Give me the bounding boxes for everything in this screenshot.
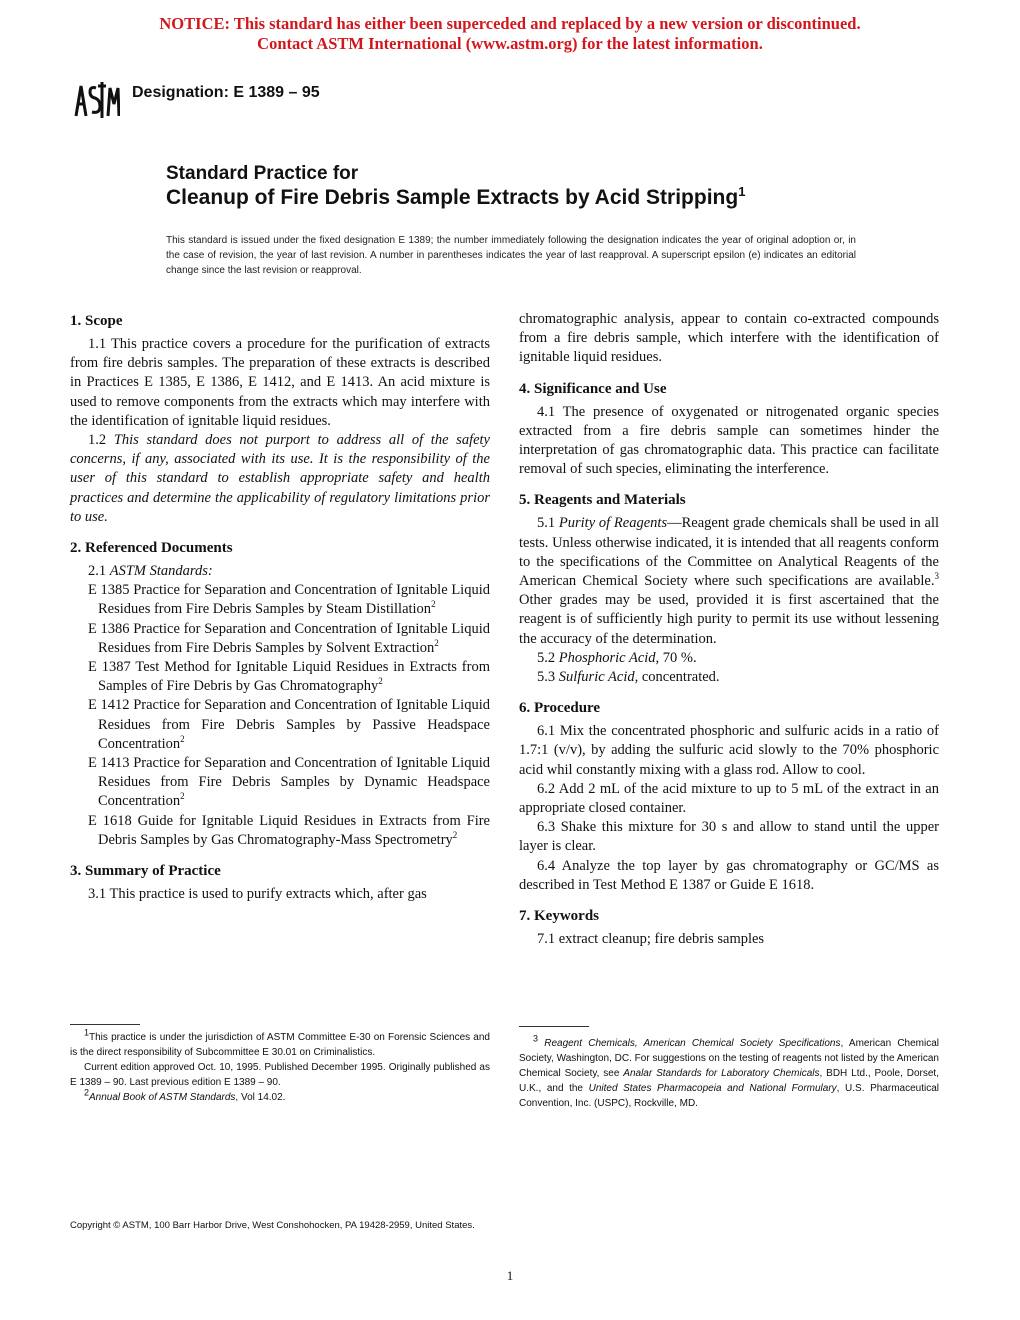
ref-text: E 1387 Test Method for Ignitable Liquid Residues in Extracts from Samples of Fire Debris by Gas Chromatography — [88, 659, 490, 695]
footnotes-left — [70, 1027, 490, 1105]
ref-mark: 2 — [180, 791, 185, 802]
footnote-2 — [70, 1087, 490, 1105]
heading-keywords: 7. Keywords — [519, 908, 599, 925]
footnote-2-italic: Annual Book of ASTM Standards — [89, 1092, 236, 1103]
ref-text: E 1618 Guide for Ignitable Liquid Residues in Extracts from Fire Debris Samples by Gas Chromatography-Mass Spectrometry — [88, 812, 490, 848]
para-1-2-text: This standard does not purport to address all of the safety concerns, if any, associated with its use. It is the responsibility of the user of this standard to establish appropriate safety and health practices and determine the applicability of regulatory limitations prior to use. — [70, 432, 490, 525]
footnote-1-mark: 1 — [84, 1027, 90, 1038]
ref-mark: 2 — [434, 638, 439, 649]
footnote-rule-left — [70, 1024, 140, 1025]
footnote-rule-right — [519, 1026, 589, 1027]
ref-e1412 — [70, 696, 490, 754]
ref-e1385 — [70, 581, 490, 619]
title-main: Cleanup of Fire Debris Sample Extracts by Acid Stripping — [166, 186, 739, 209]
footnote-3-text-2: , BDH Ltd., Poole, Dorset, U.K., and the — [519, 1068, 939, 1094]
footnote-1 — [70, 1027, 490, 1060]
footnotes-right — [519, 1033, 940, 1111]
para-3-1-start: 3.1 This practice is used to purify extracts which, after gas — [88, 886, 427, 903]
ref-text: E 1412 Practice for Separation and Concentration of Ignitable Liquid Residues from Fire Debris Samples by Passive Headspace Concentration — [88, 697, 490, 752]
designation: Designation: E 1389 – 95 — [132, 84, 320, 101]
para-5-3-italic: Sulfuric Acid, — [558, 669, 639, 686]
astm-logo-icon — [72, 76, 120, 122]
footnote-2-text: , Vol 14.02. — [235, 1092, 286, 1103]
footnote-1-text: This practice is under the jurisdiction of ASTM Committee E-30 on Forensic Sciences and is the direct responsibility of Subcommittee E 30.01 on Criminalistics. — [70, 1032, 490, 1058]
para-5-1-num: 5.1 — [537, 515, 556, 532]
footnote-3 — [519, 1033, 940, 1111]
superseded-notice — [0, 14, 1020, 54]
para-5-1-text2: Other grades may be used, provided it is first ascertained that the reagent is of sufficiently high purity to permit its use without lessening the accuracy of the determination. — [519, 592, 939, 647]
heading-procedure: 6. Procedure — [519, 700, 601, 717]
para-1-2-num: 1.2 — [88, 432, 107, 449]
heading-scope: 1. Scope — [70, 313, 123, 329]
footnote-3-mark: 3 — [533, 1033, 539, 1044]
footnote-2-mark: 2 — [84, 1087, 90, 1098]
para-2-1-num: 2.1 — [88, 563, 107, 580]
para-7-1: 7.1 extract cleanup; fire debris samples — [537, 931, 765, 948]
ref-e1386 — [70, 620, 490, 658]
para-5-2-num: 5.2 — [537, 649, 556, 666]
para-5-1-italic: Purity of Reagents — [558, 515, 668, 532]
ref-mark: 2 — [180, 734, 185, 745]
ref-text: E 1413 Practice for Separation and Concentration of Ignitable Liquid Residues from Fire Debris Samples by Dynamic Headspace Concentration — [88, 755, 490, 810]
heading-referenced: 2. Referenced Documents — [70, 540, 233, 557]
para-6-1: 6.1 Mix the concentrated phosphoric and sulfuric acids in a ratio of 1.7:1 (v/v), by adding the sulfuric acid slowly to the 70% phosphoric acid whil constantly mixing with a glass rod. Allow to cool. — [519, 723, 939, 778]
heading-significance: 4. Significance and Use — [519, 380, 667, 397]
footnote-3-italic-1: Reagent Chemicals, American Chemical Society Specifications — [544, 1038, 841, 1049]
notice-line-2: Contact ASTM International (www.astm.org) for the latest information. — [257, 34, 763, 53]
footnote-3-text-1: , American Chemical Society, Washington, DC. For suggestions on the testing of reagents not listed by the American Chemical Society, see — [519, 1038, 940, 1079]
left-column — [70, 310, 490, 904]
para-2-1-label: ASTM Standards: — [109, 563, 213, 580]
para-5-3 — [519, 668, 939, 687]
para-5-3-num: 5.3 — [537, 669, 556, 686]
footnote-3-italic-2: Analar Standards for Laboratory Chemicals — [623, 1068, 820, 1079]
heading-reagents: 5. Reagents and Materials — [519, 492, 686, 509]
para-6-3: 6.3 Shake this mixture for 30 s and allow to stand until the upper layer is clear. — [519, 819, 939, 855]
footnote-3-text-3: , U.S. Pharmaceutical Convention, Inc. (USPC), Rockville, MD. — [519, 1083, 939, 1109]
footnote-3-italic-3: United States Pharmacopeia and National Formulary — [588, 1083, 837, 1094]
issued-note: This standard is issued under the fixed designation E 1389; the number immediately following the designation indicates the year of original adoption or, in the case of revision, the year of last revision. A number in parentheses indicates the year of last reapproval. A superscript epsilon (e) indicates an editorial change since the last revision or reapproval. — [166, 235, 856, 276]
astm-logo-text: ASTM — [72, 76, 75, 77]
ref-e1387 — [70, 658, 490, 696]
para-5-1 — [519, 514, 939, 648]
title-line-2 — [166, 185, 856, 211]
para-5-3-text: concentrated. — [638, 669, 720, 686]
para-1-2 — [70, 431, 490, 527]
ref-mark: 2 — [378, 676, 383, 687]
para-5-2-italic: Phosphoric Acid, — [558, 649, 660, 666]
ref-mark: 2 — [431, 599, 436, 610]
para-2-1 — [70, 562, 490, 581]
para-5-1-text: —Reagent grade chemicals shall be used in all tests. Unless otherwise indicated, it is intended that all reagents conform to the specifications of the Committee on Analytical Reagents of the American Chemical Society where such specifications are available. — [519, 515, 940, 590]
copyright: Copyright © ASTM, 100 Barr Harbor Drive, West Conshohocken, PA 19428-2959, United States. — [70, 1220, 475, 1231]
para-3-1-cont: chromatographic analysis, appear to contain co-extracted compounds from a fire debris sample, which interfere with the identification of ignitable liquid residues. — [519, 311, 939, 366]
para-5-1-mark: 3 — [934, 571, 939, 582]
ref-e1413 — [70, 754, 490, 812]
document-title — [166, 163, 856, 211]
para-5-2 — [519, 649, 939, 668]
ref-mark: 2 — [452, 830, 458, 841]
footnote-1-edition: Current edition approved Oct. 10, 1995. Published December 1995. Originally published as E 1389 – 90. Last previous edition E 1389 – 90. — [70, 1062, 490, 1088]
ref-text: E 1385 Practice for Separation and Concentration of Ignitable Liquid Residues from Fire Debris Samples by Steam Distillation — [88, 582, 490, 618]
ref-text: E 1386 Practice for Separation and Concentration of Ignitable Liquid Residues from Fire Debris Samples by Solvent Extraction — [88, 620, 490, 656]
para-4-1: 4.1 The presence of oxygenated or nitrogenated organic species extracted from a fire debris sample can sometimes hinder the interpretation of gas chromatographic data. This practice can facilitate removal of such species, eliminating the interference. — [519, 403, 939, 478]
para-1-1: 1.1 This practice covers a procedure for the purification of extracts from fire debris samples. The preparation of these extracts is described in Practices E 1385, E 1386, E 1412, and E 1413. An acid mixture is used to remove components from the extracts which may interfere with the identification of ignitable liquid residues. — [70, 336, 490, 429]
right-column — [519, 310, 939, 949]
title-line-1: Standard Practice for — [166, 163, 359, 184]
heading-summary: 3. Summary of Practice — [70, 863, 221, 880]
para-6-4: 6.4 Analyze the top layer by gas chromatography or GC/MS as described in Test Method E 1387 or Guide E 1618. — [519, 857, 939, 893]
para-6-2: 6.2 Add 2 mL of the acid mixture to up to 5 mL of the extract in an appropriate closed container. — [519, 780, 939, 817]
notice-line-1: NOTICE: This standard has either been superceded and replaced by a new version or discontinued. — [159, 14, 861, 33]
title-footnote-mark: 1 — [738, 184, 746, 199]
ref-e1618 — [70, 812, 490, 850]
page-number: 1 — [506, 1268, 514, 1283]
para-5-2-text: 70 %. — [659, 649, 697, 666]
